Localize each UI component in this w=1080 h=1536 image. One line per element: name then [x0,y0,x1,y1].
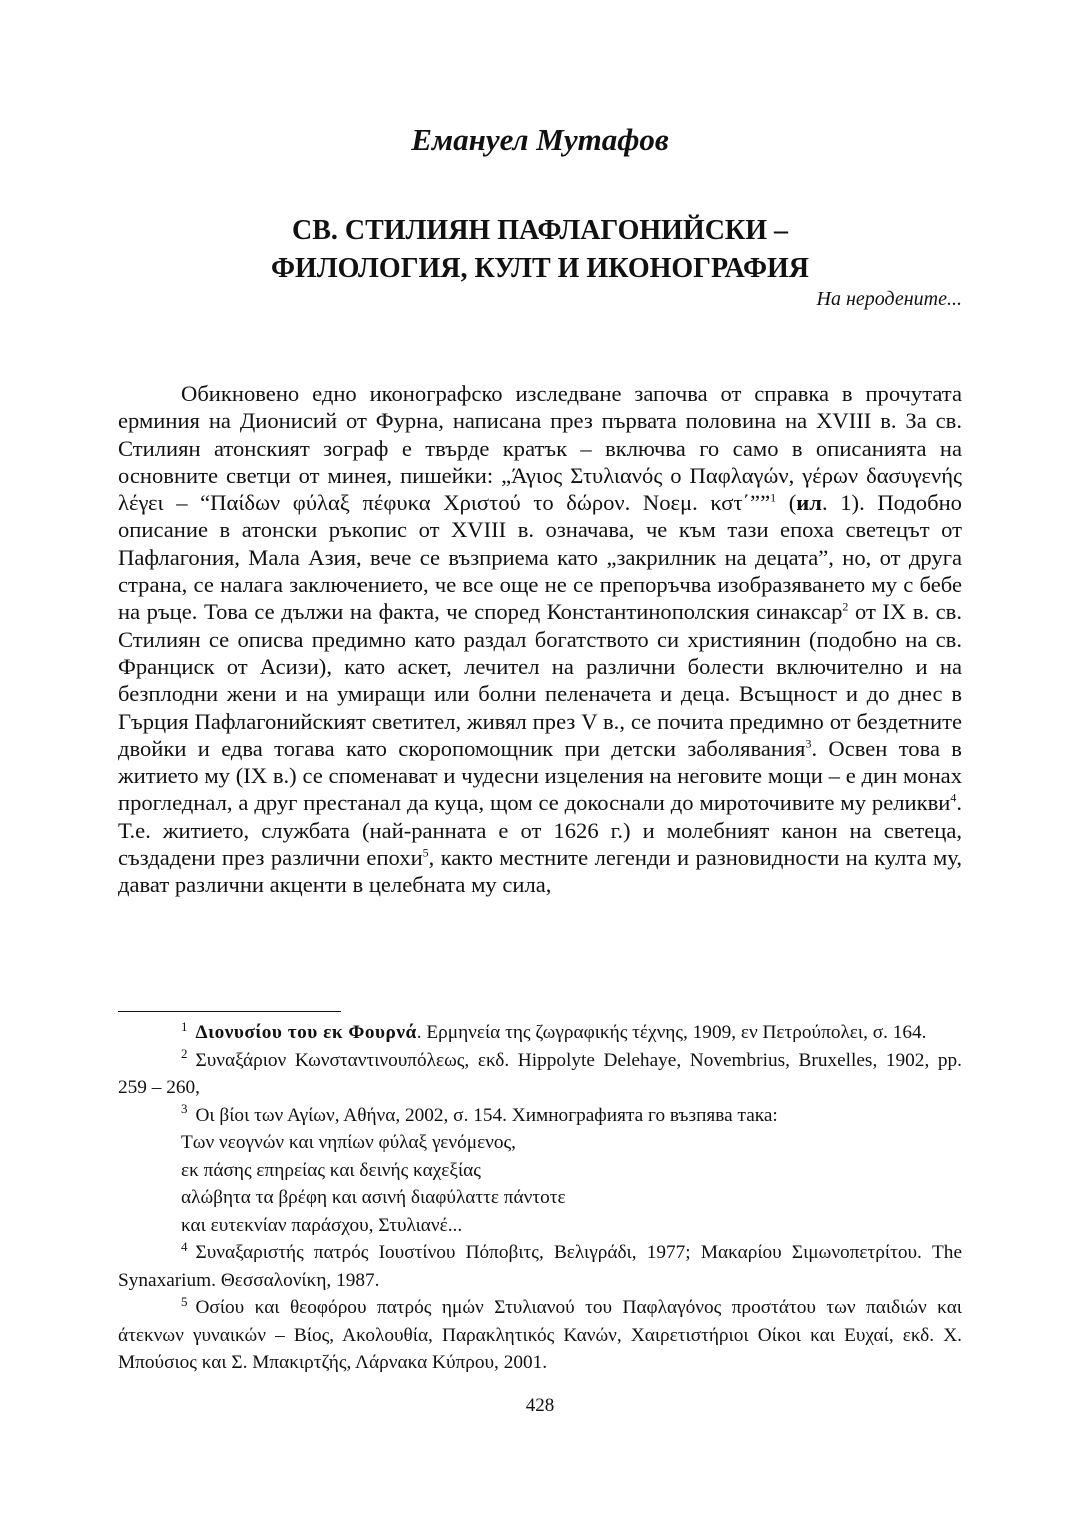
footnote-author: Διονυσίου του εκ Φουρνά [195,1022,417,1043]
footnote-number: 2 [181,1046,188,1062]
body-text-part: , както местните легенди и разновидности на култа му, дават различни акценти в целебната му сила, [118,845,962,898]
title-line-2: ФИЛОЛОГИЯ, КУЛТ И ИКОНОГРАФИЯ [270,253,809,284]
footnote-4 [118,1239,962,1294]
footnotes [118,1019,962,1377]
page-number: 428 [525,1395,555,1416]
footnote-ref-3[interactable]: 3 [805,736,812,751]
hymn-verse: εκ πάσης επηρείας και δεινής καχεξίας [181,1159,481,1181]
hymn-verse: αλώβητα τα βρέφη και ασινή διαφύλαττε πάντοτε [181,1187,566,1208]
dedication: На неродените... [816,288,962,310]
page [118,0,962,1536]
hymn-verse: Των νεογνών και νηπίων φύλαξ γενόμενος, [181,1132,516,1153]
footnote-separator [118,1011,341,1012]
hymn-verse: και ευτεκνίαν παράσχου, Στυλιανέ... [181,1214,463,1236]
footnote-ref-4[interactable]: 4 [950,790,957,805]
title-line-1: СВ. СТИЛИЯН ПАФЛАГОНИЙСКИ – [291,215,788,246]
body-text-part: ( [776,490,797,516]
footnote-number: 4 [181,1238,188,1254]
footnote-text: Οι βίοι των Αγίων, Αθήνα, 2002, σ. 154. Химнографията го възпява така: [195,1104,778,1126]
footnote-text: Οσίου και θεοφόρου πατρός ημών Στυλιανού του Παφλαγόνος προστάτου των παιδιών και άτεκνων γυναικών – Βίος, Ακολουθία, Παρακλητικός Κανών, Χαιρετιστήριοι Οίκοι και Ευχαί, εκδ. Χ. Μπούσιος και Σ. Μπακιρτζής, Λάρνακα Κύπρου, 2001. [118,1297,962,1373]
article-title [118,212,962,288]
footnote-ref-2[interactable]: 2 [842,599,849,614]
footnote-number: 5 [181,1293,188,1309]
body-text-part: . Т.е. житието, службата (най-ранната е от 1626 г.) и молебният канон на светеца, създадени през различни епохи [118,790,962,871]
footnote-3 [118,1102,962,1130]
footnote-number: 1 [181,1018,188,1034]
body-text-part: от IX в. св. Стилиян се описва предимно като раздал богатството си християнин (подобно на св. Франциск от Асизи), като аскет, лечител на различни болести включително и на безплодни жени и на умиращи или болни пеленачета и деца. Всъщност и до днес в Гърция Пафлагонийският светител, живял през V в., се почита предимно от бездетните двойки и едва тогава като скоропомощник при детски заболявания [118,599,962,761]
footnote-5 [118,1294,962,1377]
footnote-2 [118,1047,962,1102]
footnote-number: 3 [181,1101,188,1117]
illustration-label: ил [796,490,822,516]
footnote-text: . Ερμηνεία της ζωγραφικής τέχνης, 1909, εν Πετρούπολει, σ. 164. [416,1022,927,1043]
body-text-part: . 1). Подобно описание в атонски ръкопис от XVIII в. означава, че към тази епоха светецът от Пафлагония, Мала Азия, вече се възприема като „закрилник на децата”, но, от друга страна, се налага заключението, че все още не се препоръчва изобразяването му с бебе на ръце. Това се дължи на факта, че според Константинополския синаксар [118,490,962,625]
footnote-text: Συναξαριστής πατρός Ιουστίνου Πόποβιτς, Βελιγράδι, 1977; Μακαρίου Σιμωνοπετρίτου. The Synaxarium. Θεσσαλονίκη, 1987. [118,1242,962,1291]
author-name: Емануел Мутафов [411,122,669,157]
body-text-part: . Освен това в житието му (IX в.) се споменават и чудесни изцеления на неговите мощи – е дин монах прогледнал, а друг престанал да куца, щом се докоснали до мироточивите му реликви [118,735,962,816]
footnote-ref-1[interactable]: 1 [770,490,777,505]
body-text [118,380,962,899]
footnote-1 [118,1019,962,1047]
footnote-ref-5[interactable]: 5 [422,845,429,860]
body-paragraph [118,380,962,899]
body-text-part: Обикновено едно иконографско изследване започва от справка в прочутата ерминия на Дионисий от Фурна, написана през първата половина на XVIII в. За св. Стилиян атонският зограф е твърде кратък – включва го само в описанията на основните светци от минея, пишейки: „Άγιος Στυλιανός ο Παφλαγών, γέρων δασυγενής λέγει – “Παίδων φύλαξ πέφυκα Χριστού το δώρον. Νοεμ. κστ΄”” [118,381,962,516]
footnote-text: Συναξάριον Κωνσταντινουπόλεως, εκδ. Hippolyte Delehaye, Novembrius, Bruxelles, 1902, pp. 259 – 260, [118,1049,962,1098]
